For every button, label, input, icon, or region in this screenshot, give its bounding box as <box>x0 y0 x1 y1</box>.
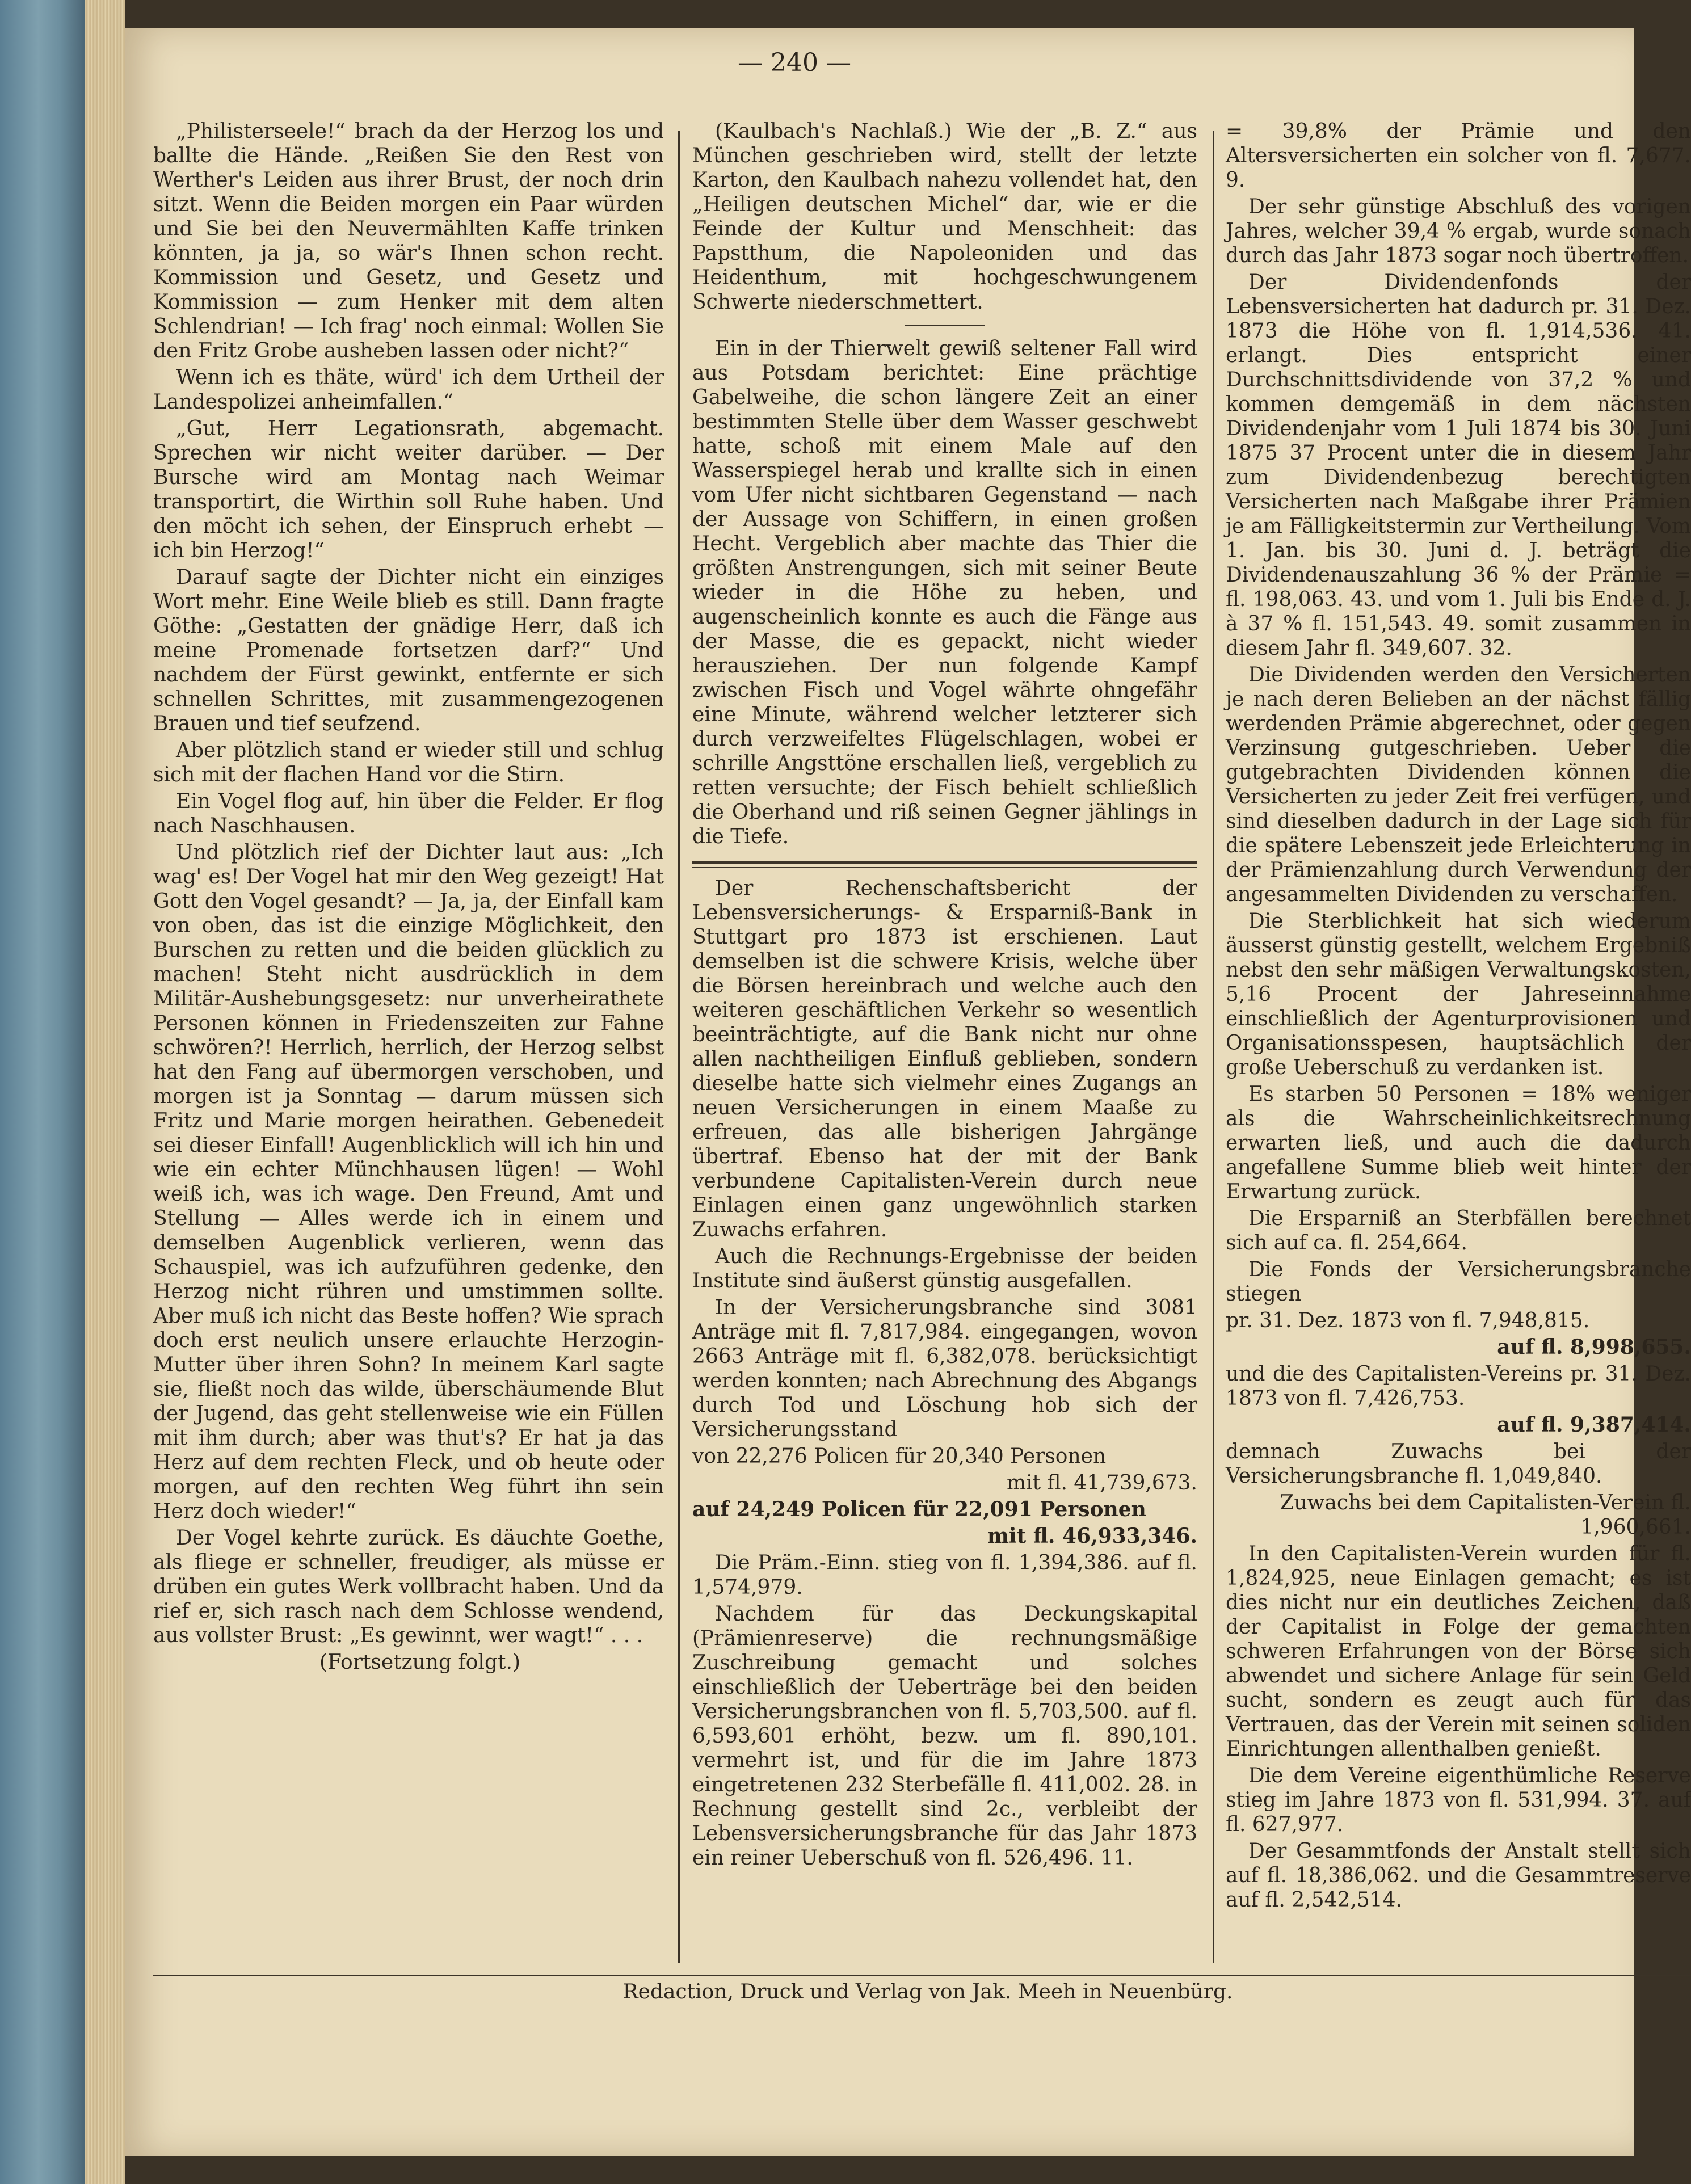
paragraph: Nachdem für das Deckungskapital (Prämienreserve) die rechnungsmäßige Zuschreibung gemacht und solches einschließlich der Ueberträge bei den beiden Versicherungsbranchen von fl. 5,703,500. auf fl. 6,593,601 erhöht, bezw. um fl. 890,101. vermehrt ist, und für die im Jahre 1873 eingetretenen 232 Sterbefälle fl. 411,002. 28. in Rechnung gestellt sind 2c., verbleibt der Lebensversicherungsbranche für das Jahr 1873 ein reiner Ueberschuß von fl. 526,496. 11. <box>692 1602 1197 1870</box>
paragraph: Die Fonds der Versicherungsbranche stiegen <box>1226 1258 1691 1306</box>
paragraph: Darauf sagte der Dichter nicht ein einziges Wort mehr. Eine Weile blieb es still. Dann fragte Göthe: „Gestatten der gnädige Herr, daß ich meine Promenade fortsetzen darf?“ Und nachdem der Fürst gewinkt, entfernte er sich schnellen Schrittes, mit zusammengezogenen Brauen und tief seufzend. <box>153 566 664 735</box>
paragraph: „Philisterseele!“ brach da der Herzog los und ballte die Hände. „Reißen Sie den Rest von Werther's Leiden aus ihrer Brust, der noch drin sitzt. Wenn die Beiden morgen ein Paar würden und Sie bei den Neuvermählten Kaffe trinken könnten, ja ja, so wär's Ihnen schon recht. Kommission und Gesetz, und Gesetz und Kommission — zum Henker mit dem alten Schlendrian! — Ich frag' noch einmal: Wollen Sie den Fritz Grobe ausheben lassen oder nicht?“ <box>153 120 664 363</box>
paragraph: In der Versicherungsbranche sind 3081 Anträge mit fl. 7,817,984. eingegangen, wovon 2663 Anträge mit fl. 6,382,078. berücksichtigt werden konnten; nach Abrechnung des Abgangs durch Tod und Löschung hob sich der Versicherungsstand <box>692 1296 1197 1441</box>
column-rule <box>1213 131 1214 1963</box>
column-1 <box>153 119 664 1963</box>
page-number: — 240 — <box>738 48 851 77</box>
paragraph: Und plötzlich rief der Dichter laut aus: „Ich wag' es! Der Vogel hat mir den Weg gezeigt! Hat Gott den Vogel gesandt? — Ja, ja, der Einfall kam von oben, das ist die einzige Möglichkeit, den Burschen zu retten und die beiden glücklich zu machen! Steht nicht ausdrücklich in dem Militär-Aushebungsgesetz: nur unverheirathete Personen können in Friedenszeiten zur Fahne schwören?! Herrlich, herrlich, der Herzog selbst hat den Fang auf übermorgen verschoben, und morgen ist ja Sonntag — darum müssen sich Fritz und Marie morgen heirathen. Gebenedeit sei dieser Einfall! Augenblicklich will ich hin und wie ein echter Münchhausen lügen! — Wohl weiß ich, was ich wage. Den Freund, Amt und Stellung — Alles werde ich in einem und demselben Augenblick verlieren, wenn das Schauspiel, was ich aufzuführen gedenke, den Herzog nicht rühren und umstimmen sollte. Aber muß ich nicht das Beste hoffen? Wie sprach doch erst neulich unsere erlauchte Herzogin-Mutter über ihren Sohn? In meinem Karl sagte sie, fließt noch das wilde, überschäumende Blut der Jugend, das geht stellenweise wie ein Füllen mit ihm durch; aber was thut's? Er hat ja das Herz auf dem rechten Fleck, und ob heute oder morgen, auf den rechten Weg führt ihn sein Herz doch wieder!“ <box>153 841 664 1523</box>
article-separator <box>905 325 985 326</box>
figure-line: von 22,276 Policen für 20,340 Personen <box>692 1445 1107 1468</box>
figure-line: auf fl. 9,387,414. <box>1497 1413 1691 1437</box>
paragraph: Die Sterblichkeit hat sich wiederum äusserst günstig gestellt, welchem Ergebniß nebst den sehr mäßigen Verwaltungskosten, 5,16 Procent der Jahreseinnahme einschließlich der Agenturprovisionen und Organisationsspesen, hauptsächlich der große Ueberschuß zu verdanken ist. <box>1226 910 1691 1079</box>
paragraph: Die dem Vereine eigenthümliche Reserve stieg im Jahre 1873 von fl. 531,994. 37. auf fl. 627,977. <box>1226 1764 1691 1836</box>
paragraph: Die Ersparniß an Sterbfällen berechnet sich auf ca. fl. 254,664. <box>1226 1207 1691 1255</box>
figure-line: Zuwachs bei dem Capitalisten-Verein fl. 1,960,661. <box>1280 1491 1691 1539</box>
paragraph: Wenn ich es thäte, würd' ich dem Urtheil der Landespolizei anheimfallen.“ <box>153 366 664 414</box>
paragraph: Aber plötzlich stand er wieder still und schlug sich mit der flachen Hand vor die Stirn. <box>153 739 664 786</box>
page-edges <box>85 0 125 2184</box>
figure-line: und die des Capitalisten-Vereins pr. 31. Dez. 1873 von fl. 7,426,753. <box>1226 1362 1691 1410</box>
column-3 <box>1226 119 1691 1963</box>
book-spine <box>0 0 85 2184</box>
paragraph: Der sehr günstige Abschluß des vorigen Jahres, welcher 39,4 % ergab, wurde sonach durch das Jahr 1873 sogar noch übertroffen. <box>1226 195 1691 267</box>
paragraph: Auch die Rechnungs-Ergebnisse der beiden Institute sind äußerst günstig ausgefallen. <box>692 1245 1197 1293</box>
figure-line: mit fl. 41,739,673. <box>1006 1471 1197 1495</box>
paragraph: Der Vogel kehrte zurück. Es däuchte Goethe, als fliege er schneller, freudiger, als müsse er drüben ein gutes Werk vollbracht haben. Und da rief er, sich rasch nach dem Schlosse wendend, aus vollster Brust: „Es gewinnt, wer wagt!“ . . . <box>153 1526 664 1647</box>
paragraph: Die Präm.-Einn. stieg von fl. 1,394,386. auf fl. 1,574,979. <box>692 1551 1197 1599</box>
article-kaulbach: (Kaulbach's Nachlaß.) Wie der „B. Z.“ aus München geschrieben wird, stellt der letzte Karton, den Kaulbach nahezu vollendet hat, den „Heiligen deutschen Michel“ dar, wie er die Feinde der Kultur und Menschheit: das Papstthum, die Napoleoniden und das Heidenthum, mit hochgeschwungenem Schwerte niederschmettert. <box>692 120 1197 314</box>
paragraph: = 39,8% der Prämie und den Altersversicherten ein solcher von fl. 7,677. 9. <box>1226 120 1691 192</box>
section-rule <box>692 867 1197 868</box>
column-2 <box>692 119 1197 1963</box>
figure-line: mit fl. 46,933,346. <box>987 1524 1197 1548</box>
figure-line: auf 24,249 Policen für 22,091 Personen <box>692 1497 1146 1521</box>
article-rechenschaftsbericht: Der Rechenschaftsbericht der Lebensversicherungs- & Ersparniß-Bank in Stuttgart pro 1873 ist erschienen. Laut demselben ist die schwere Krisis, welche über die Börsen hereinbrach und welche auch den weiteren geschäftlichen Verkehr so wesentlich beeinträchtigte, auf die Bank nicht nur ohne allen nachtheiligen Einfluß geblieben, sondern dieselbe hatte sich vielmehr eines Zugangs an neuen Versicherungen in einem Maaße zu erfreuen, das alle bisherigen Jahrgänge übertraf. Ebenso hat der mit der Bank verbundene Capitalisten-Verein durch neue Einlagen einen ganz ungewöhnlich starken Zuwachs erfahren. <box>692 877 1197 1242</box>
paragraph: Der Dividendenfonds der Lebensversicherten hat dadurch pr. 31. Dez. 1873 die Höhe von fl. 1,914,536. 41. erlangt. Dies entspricht einer Durchschnittsdividende von 37,2 % und kommen demgemäß in dem nächsten Dividendenjahr vom 1 Juli 1874 bis 30. Juni 1875 37 Procent unter die in diesem Jahr zum Dividendenbezug berechtigten Versicherten nach Maßgabe ihrer Prämien je am Fälligkeitstermin zur Vertheilung. Vom 1. Jan. bis 30. Juni d. J. beträgt die Dividendenauszahlung 36 % der Prämie = fl. 198,063. 43. und vom 1. Juli bis Ende d. J. à 37 % fl. 151,543. 49. somit zusammen in diesem Jahr fl. 349,607. 32. <box>1226 271 1691 660</box>
paragraph: „Gut, Herr Legationsrath, abgemacht. Sprechen wir nicht weiter darüber. — Der Bursche wird am Montag nach Weimar transportirt, die Wirthin soll Ruhe haben. Und den möcht ich sehen, der Einspruch erhebt — ich bin Herzog!“ <box>153 417 664 562</box>
section-rule <box>692 861 1197 864</box>
article-thierwelt: Ein in der Thierwelt gewiß seltener Fall wird aus Potsdam berichtet: Eine prächtige Gabelweihe, die schon längere Zeit an einer bestimmten Stelle über dem Wasser geschwebt hatte, schoß mit einem Male auf den Wasserspiegel herab und krallte sich in einen vom Ufer nicht sichtbaren Gegenstand — nach der Aussage von Schiffern, in einen großen Hecht. Vergeblich aber machte das Thier die größten Anstrengungen, sich mit seiner Beute wieder in die Höhe zu heben, und augenscheinlich konnte es auch die Fänge aus der Masse, die es gepackt, nicht wieder herausziehen. Der nun folgende Kampf zwischen Fisch und Vogel währte ohngefähr eine Minute, während welcher letzterer sich durch verzweifeltes Flügelschlagen, wobei er schrille Angsttöne erschallen ließ, vergeblich zu retten versuchte; der Fisch behielt schließlich die Oberhand und riß seinen Gegner jählings in die Tiefe. <box>692 337 1197 848</box>
paragraph: Ein Vogel flog auf, hin über die Felder. Er flog nach Naschhausen. <box>153 790 664 838</box>
paragraph: In den Capitalisten-Verein wurden für fl. 1,824,925, neue Einlagen gemacht; es ist dies nicht nur ein deutliches Zeichen, daß der Capitalist in Folge der gemachten schweren Erfahrungen von der Börse sich abwendet und sichere Anlage für sein Geld sucht, sondern es zeugt auch für das Vertrauen, das der Verein mit seinen soliden Einrichtungen allenthalben genießt. <box>1226 1542 1691 1761</box>
figure-line: demnach Zuwachs bei der Versicherungsbranche fl. 1,049,840. <box>1226 1440 1691 1488</box>
footer-rule <box>153 1975 1691 1976</box>
imprint-footer: Redaction, Druck und Verlag von Jak. Meeh in Neuenbürg. <box>622 1980 1233 2004</box>
paragraph: Der Gesammtfonds der Anstalt stellt sich auf fl. 18,386,062. und die Gesammtreserve auf fl. 2,542,514. <box>1226 1840 1691 1912</box>
continued-note: (Fortsetzung folgt.) <box>319 1651 520 1674</box>
paragraph: Es starben 50 Personen = 18% weniger als die Wahrscheinlichkeitsrechnung erwarten ließ, und auch die dadurch angefallene Summe blieb weit hinter der Erwartung zurück. <box>1226 1083 1691 1203</box>
column-rule <box>678 131 680 1963</box>
figure-line: pr. 31. Dez. 1873 von fl. 7,948,815. <box>1226 1309 1590 1332</box>
paragraph: Die Dividenden werden den Versicherten je nach deren Belieben an der nächst fällig werdenden Prämie abgerechnet, oder gegen Verzinsung gutgeschrieben. Ueber die gutgebrachten Dividenden können die Versicherten zu jeder Zeit frei verfügen, und sind dieselben dadurch in der Lage sich für die spätere Lebenszeit jede Erleichterung in der Prämienzahlung durch Verwendung der angesammelten Dividenden zu verschaffen. <box>1226 663 1691 906</box>
figure-line: auf fl. 8,998,655. <box>1497 1335 1691 1359</box>
